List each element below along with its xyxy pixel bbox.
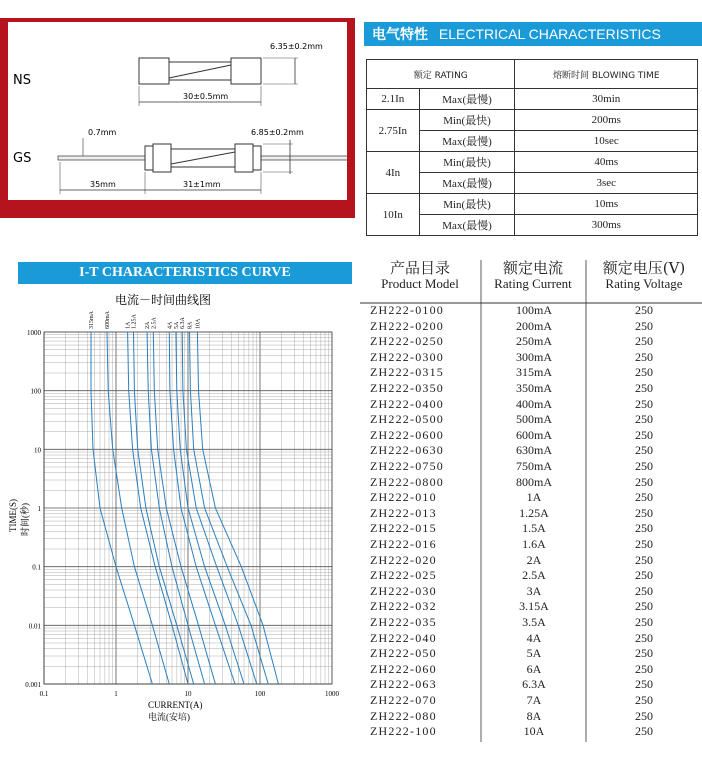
rating-cell: 4In <box>367 152 420 194</box>
series-labels <box>89 310 201 329</box>
current-cell: 750mA <box>516 459 552 473</box>
current-cell: 6A <box>526 661 542 676</box>
model-cell: ZH222-060 <box>370 661 437 676</box>
current-cell: 3A <box>526 583 542 598</box>
chart-subtitle: 电流－时间曲线图 <box>115 293 212 307</box>
voltage-cell: 250 <box>635 583 653 598</box>
time-cell: 10sec <box>515 131 698 152</box>
condition-cell: Max(最慢) <box>419 173 515 194</box>
it-curve-header: I-T CHARACTERISTICS CURVE <box>18 262 352 284</box>
series-label: 1.25A <box>131 314 138 329</box>
current-cell: 6.3A <box>522 677 546 692</box>
time-cell: 3sec <box>515 173 698 194</box>
voltage-cell: 250 <box>635 599 653 614</box>
condition-cell: Max(最慢) <box>419 89 515 110</box>
voltage-cell: 250 <box>635 677 653 692</box>
y-tick-label: 1000 <box>27 329 41 337</box>
current-cell: 1.5A <box>522 521 546 536</box>
model-cell: ZH222-0400 <box>370 396 444 411</box>
current-cell: 2A <box>526 552 542 567</box>
current-header-cn: 额定电流 <box>502 259 563 277</box>
model-cell: ZH222-0350 <box>370 381 444 395</box>
gs-label: GS <box>13 151 32 166</box>
voltage-cell: 250 <box>635 318 653 333</box>
series-label: 6.3A <box>180 317 187 329</box>
dimension-diagram <box>8 22 347 200</box>
model-cell: ZH222-0300 <box>370 349 444 364</box>
series-label: 10A <box>195 318 202 329</box>
voltage-cell: 250 <box>635 724 653 739</box>
condition-cell: Max(最慢) <box>419 131 515 152</box>
gs-end-cap-right <box>235 144 253 172</box>
voltage-cell: 250 <box>635 396 653 411</box>
voltage-cell: 250 <box>635 646 653 661</box>
condition-cell: Min(最快) <box>419 152 515 173</box>
time-cell: 10ms <box>515 194 698 215</box>
model-cell: ZH222-010 <box>370 490 437 505</box>
condition-cell: Min(最快) <box>419 194 515 215</box>
model-cell: ZH222-0250 <box>370 334 444 349</box>
gs-wire-label: 0.7mm <box>88 128 117 137</box>
current-cell: 100mA <box>516 303 552 317</box>
voltage-cell: 250 <box>635 474 653 489</box>
time-cell: 40ms <box>515 152 698 173</box>
y-tick-label: 100 <box>30 387 41 396</box>
rating-cell: 2.75In <box>367 110 420 152</box>
series-label: 315mA <box>89 311 95 329</box>
y-tick-label: 1 <box>37 505 41 513</box>
y-tick-label: 0.1 <box>32 563 41 572</box>
voltage-header-cn: 额定电压(V) <box>602 259 686 277</box>
current-cell: 10A <box>523 724 545 739</box>
ns-label: NS <box>13 73 31 88</box>
fuse-dimension-drawing <box>8 22 347 200</box>
table-row <box>367 152 698 173</box>
model-cell: ZH222-032 <box>370 599 437 614</box>
current-cell: 8A <box>526 708 542 723</box>
voltage-cell: 250 <box>635 615 653 629</box>
model-cell: ZH222-0200 <box>370 318 444 333</box>
electrical-title-cn: 电气特性 <box>372 27 428 43</box>
y-axis-label-cn: 时间(秒) <box>20 503 30 536</box>
voltage-cell: 250 <box>635 365 653 380</box>
series-label: 2A <box>145 321 152 329</box>
voltage-cell: 250 <box>635 490 653 505</box>
voltage-cell: 250 <box>635 521 653 536</box>
current-cell: 5A <box>526 646 542 661</box>
model-cell: ZH222-025 <box>370 568 437 583</box>
voltage-cell: 250 <box>635 552 653 567</box>
y-tick-label: 0.001 <box>25 681 41 689</box>
model-cell: ZH222-100 <box>370 724 437 739</box>
series-label: 8A <box>187 321 194 329</box>
voltage-cell: 250 <box>635 334 653 349</box>
model-cell: ZH222-0750 <box>370 459 444 473</box>
voltage-cell: 250 <box>635 459 653 473</box>
current-cell: 3.5A <box>522 615 546 629</box>
current-cell: 600mA <box>516 427 552 442</box>
current-cell: 250mA <box>516 334 552 349</box>
y-tick-label: 0.01 <box>28 622 41 631</box>
model-cell: ZH222-080 <box>370 708 437 723</box>
series-label: 600mA <box>105 311 111 329</box>
model-cell: ZH222-050 <box>370 646 437 661</box>
series-label: 5A <box>173 321 180 329</box>
current-cell: 315mA <box>516 365 552 380</box>
voltage-cell: 250 <box>635 427 653 442</box>
model-cell: ZH222-030 <box>370 583 437 598</box>
current-cell: 630mA <box>516 443 552 458</box>
current-cell: 2.5A <box>522 568 546 583</box>
model-cell: ZH222-035 <box>370 615 437 629</box>
ns-end-cap-right <box>231 58 261 84</box>
voltage-cell: 250 <box>635 381 653 395</box>
x-tick-label: 10 <box>184 690 192 698</box>
series-label: 2.5A <box>151 317 158 329</box>
model-header-cn: 产品目录 <box>389 259 450 277</box>
current-cell: 1.6A <box>522 537 546 551</box>
voltage-cell: 250 <box>635 303 653 317</box>
voltage-cell: 250 <box>635 693 653 707</box>
series-label: 1A <box>125 321 132 329</box>
current-cell: 3.15A <box>519 599 549 614</box>
voltage-cell: 250 <box>635 661 653 676</box>
x-tick-label: 1 <box>114 690 118 698</box>
ns-length-label: 30±0.5mm <box>183 92 229 101</box>
ns-diameter-label: 6.35±0.2mm <box>270 42 323 51</box>
current-cell: 800mA <box>516 474 552 489</box>
product-table-rules <box>360 260 702 742</box>
model-cell: ZH222-0630 <box>370 443 444 458</box>
gs-length-label: 31±1mm <box>183 180 221 189</box>
gs-diameter-label: 6.85±0.2mm <box>251 128 304 137</box>
gs-end-cap-left <box>153 144 171 172</box>
voltage-cell: 250 <box>635 505 653 520</box>
electrical-characteristics-header <box>364 22 702 46</box>
table-row <box>367 194 698 215</box>
model-cell: ZH222-0315 <box>370 365 444 380</box>
current-header-en: Rating Current <box>494 276 572 292</box>
series-label: 4A <box>167 321 174 329</box>
table-header-row <box>367 60 698 89</box>
voltage-header-en: Rating Voltage <box>605 276 683 292</box>
x-axis-label-cn: 电流(安培) <box>148 712 190 722</box>
model-header-en: Product Model <box>381 276 459 292</box>
ns-end-cap-left <box>139 58 169 84</box>
model-cell: ZH222-063 <box>370 677 437 692</box>
voltage-cell: 250 <box>635 443 653 458</box>
electrical-title-en: ELECTRICAL CHARACTERISTICS <box>438 26 661 42</box>
model-cell: ZH222-013 <box>370 505 437 520</box>
condition-cell: Min(最快) <box>419 110 515 131</box>
current-cell: 200mA <box>516 318 552 333</box>
voltage-cell: 250 <box>635 708 653 723</box>
model-cell: ZH222-0500 <box>370 412 444 427</box>
current-cell: 350mA <box>516 381 552 395</box>
voltage-cell: 250 <box>635 568 653 583</box>
time-cell: 300ms <box>515 215 698 236</box>
condition-cell: Max(最慢) <box>419 215 515 236</box>
model-cell: ZH222-015 <box>370 521 437 536</box>
rating-cell: 2.1In <box>367 89 420 110</box>
rating-column-header: 额定 RATING <box>367 60 515 89</box>
voltage-cell: 250 <box>635 630 653 645</box>
current-cell: 4A <box>526 630 542 645</box>
y-tick-label: 10 <box>34 446 41 455</box>
voltage-cell: 250 <box>635 537 653 551</box>
blowing-time-column-header: 熔断时间 BLOWING TIME <box>515 60 698 89</box>
rating-cell: 10In <box>367 194 420 236</box>
current-cell: 1.25A <box>519 505 549 520</box>
model-cell: ZH222-0600 <box>370 427 444 442</box>
voltage-cell: 250 <box>635 412 653 427</box>
current-cell: 300mA <box>516 349 552 364</box>
x-tick-labels <box>40 690 340 698</box>
table-row <box>367 89 698 110</box>
model-cell: ZH222-016 <box>370 537 437 551</box>
y-axis-label-en: TIME(S) <box>8 499 18 532</box>
table-row <box>367 110 698 131</box>
electrical-characteristics-table <box>366 59 698 236</box>
time-cell: 30min <box>515 89 698 110</box>
x-tick-label: 0.1 <box>39 690 49 698</box>
model-cell: ZH222-0100 <box>370 303 444 317</box>
current-cell: 7A <box>526 693 542 707</box>
it-characteristics-chart <box>0 288 352 728</box>
x-tick-label: 100 <box>254 690 266 698</box>
model-cell: ZH222-020 <box>370 552 437 567</box>
current-cell: 400mA <box>516 396 552 411</box>
voltage-cell: 250 <box>635 349 653 364</box>
time-cell: 200ms <box>515 110 698 131</box>
current-cell: 500mA <box>516 412 552 427</box>
x-tick-label: 1000 <box>325 690 339 698</box>
x-axis-label-en: CURRENT(A) <box>148 700 203 710</box>
model-cell: ZH222-0800 <box>370 474 444 489</box>
current-cell: 1A <box>526 490 542 505</box>
gs-lead-length-label: 35mm <box>90 180 116 189</box>
model-cell: ZH222-040 <box>370 630 437 645</box>
model-cell: ZH222-070 <box>370 693 437 707</box>
